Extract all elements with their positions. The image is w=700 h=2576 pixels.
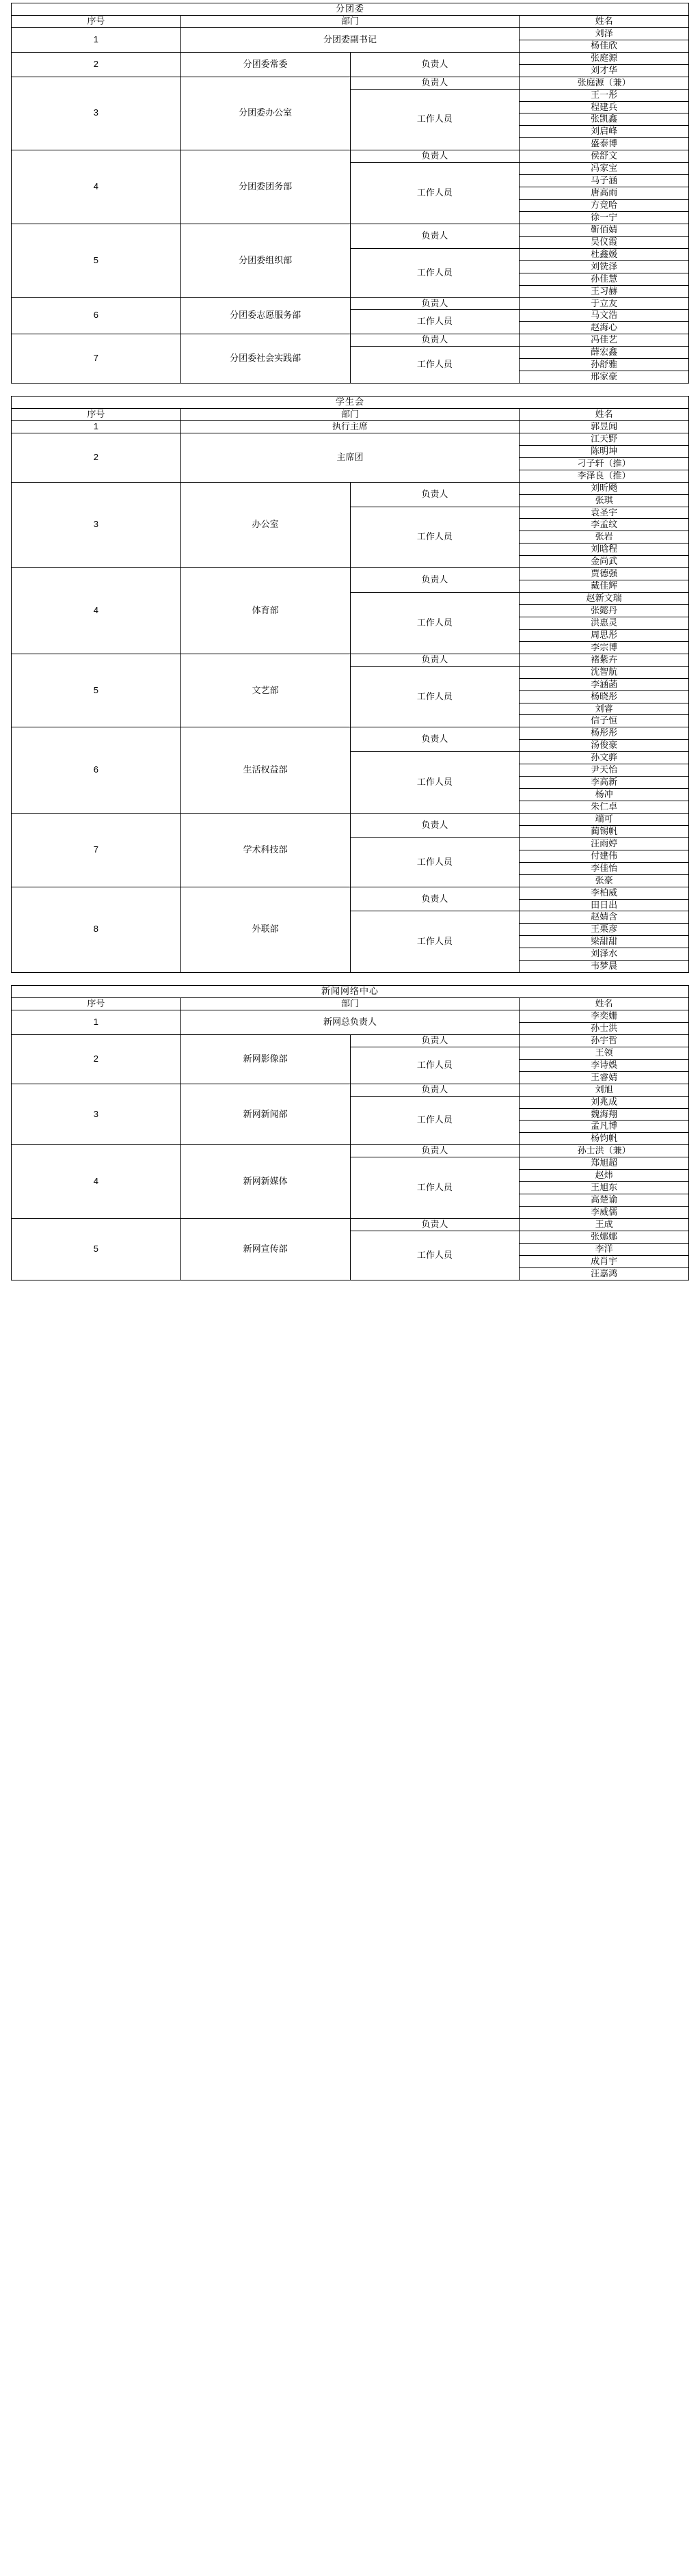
- roster-section: [0, 396, 700, 973]
- role-label: 负责人: [350, 77, 520, 89]
- person-name: 杨冲: [520, 789, 689, 801]
- person-name: 赵炜: [520, 1170, 689, 1182]
- person-name: 张豪: [520, 874, 689, 887]
- role-label: 工作人员: [350, 837, 520, 887]
- section-title: 新闻网络中心: [12, 986, 689, 998]
- role-label: 工作人员: [350, 593, 520, 654]
- role-label: 工作人员: [350, 347, 520, 384]
- person-name: 魏海翔: [520, 1108, 689, 1121]
- person-name: 王成: [520, 1218, 689, 1231]
- role-label: 负责人: [350, 1034, 520, 1047]
- table-row: [12, 77, 689, 89]
- department-name: 主席团: [180, 433, 520, 482]
- section-title: 学生会: [12, 397, 689, 409]
- person-name: 赵新文瑞: [520, 593, 689, 605]
- role-label: 负责人: [350, 224, 520, 248]
- person-name: 吴仪霞: [520, 236, 689, 248]
- role-label: 工作人员: [350, 666, 520, 727]
- section-title-row: [12, 3, 689, 16]
- person-name: 孙文骅: [520, 752, 689, 764]
- role-label: 负责人: [350, 52, 520, 77]
- table-row: [12, 727, 689, 740]
- role-label: 工作人员: [350, 507, 520, 568]
- role-label: 工作人员: [350, 911, 520, 973]
- row-number: 3: [12, 1084, 181, 1145]
- table-row: [12, 297, 689, 310]
- person-name: 侯舒文: [520, 150, 689, 163]
- row-number: 7: [12, 334, 181, 384]
- role-label: 负责人: [350, 1145, 520, 1157]
- department-name: 分团委常委: [180, 52, 350, 77]
- header-name: 姓名: [520, 15, 689, 27]
- person-name: 刘才华: [520, 64, 689, 77]
- person-name: 张娜娜: [520, 1231, 689, 1243]
- table-row: [12, 1084, 689, 1096]
- role-label: 负责人: [350, 727, 520, 752]
- table-row: [12, 420, 689, 433]
- role-label: 负责人: [350, 813, 520, 837]
- department-name: 生活权益部: [180, 727, 350, 814]
- person-name: 李洋: [520, 1243, 689, 1255]
- person-name: 蔺锡帆: [520, 825, 689, 837]
- department-name: 分团委团务部: [180, 150, 350, 224]
- roster-table: [11, 396, 689, 973]
- role-label: 工作人员: [350, 89, 520, 150]
- row-number: 2: [12, 1034, 181, 1084]
- person-name: 沈智航: [520, 666, 689, 678]
- person-name: 朱仁卓: [520, 801, 689, 814]
- department-name: 新网影像部: [180, 1034, 350, 1084]
- person-name: 张琪: [520, 494, 689, 507]
- row-number: 5: [12, 654, 181, 727]
- row-number: 1: [12, 1010, 181, 1035]
- person-name: 赵婧含: [520, 911, 689, 924]
- person-name: 杨晓彤: [520, 690, 689, 703]
- table-row: [12, 654, 689, 666]
- row-number: 4: [12, 150, 181, 224]
- person-name: 洪惠灵: [520, 617, 689, 629]
- table-row: [12, 887, 689, 899]
- person-name: 信子恒: [520, 715, 689, 727]
- department-name: 分团委办公室: [180, 77, 350, 150]
- person-name: 王习赫: [520, 285, 689, 297]
- department-name: 外联部: [180, 887, 350, 973]
- person-name: 李宗博: [520, 641, 689, 654]
- person-name: 李柏威: [520, 887, 689, 899]
- person-name: 孙舒雅: [520, 359, 689, 371]
- role-label: 工作人员: [350, 1047, 520, 1084]
- person-name: 江天野: [520, 433, 689, 445]
- role-label: 负责人: [350, 887, 520, 911]
- role-label: 负责人: [350, 1218, 520, 1231]
- row-number: 1: [12, 27, 181, 52]
- table-header-row: [12, 15, 689, 27]
- person-name: 王栗彦: [520, 924, 689, 936]
- role-label: 工作人员: [350, 310, 520, 334]
- table-row: [12, 52, 689, 64]
- person-name: 孙宇哲: [520, 1034, 689, 1047]
- person-name: 冯家宝: [520, 163, 689, 175]
- roster-table: [11, 3, 689, 384]
- sections-container: [0, 3, 700, 1280]
- department-name: 新网新媒体: [180, 1145, 350, 1219]
- roster-table: [11, 985, 689, 1280]
- person-name: 高楚谕: [520, 1194, 689, 1207]
- person-name: 王睿婧: [520, 1071, 689, 1084]
- person-name: 尹天怡: [520, 764, 689, 777]
- person-name: 郑旭超: [520, 1157, 689, 1170]
- table-row: [12, 482, 689, 494]
- person-name: 周思彤: [520, 629, 689, 641]
- person-name: 王旭东: [520, 1182, 689, 1194]
- person-name: 杜鑫媛: [520, 248, 689, 260]
- person-name: 张岩: [520, 531, 689, 544]
- section-title-row: [12, 986, 689, 998]
- person-name: 刘昕飏: [520, 482, 689, 494]
- person-name: 汪雨婷: [520, 837, 689, 850]
- header-name: 姓名: [520, 998, 689, 1010]
- person-name: 盛泰博: [520, 138, 689, 150]
- table-header-row: [12, 998, 689, 1010]
- person-name: 程建兵: [520, 101, 689, 113]
- row-number: 6: [12, 297, 181, 334]
- person-name: 梁甜甜: [520, 936, 689, 948]
- person-name: 付建伟: [520, 850, 689, 862]
- row-number: 4: [12, 568, 181, 654]
- table-row: [12, 150, 689, 163]
- person-name: 杨佳欣: [520, 40, 689, 52]
- department-name: 分团委社会实践部: [180, 334, 350, 384]
- person-name: 端可: [520, 813, 689, 825]
- table-header-row: [12, 409, 689, 421]
- role-label: 工作人员: [350, 1096, 520, 1145]
- department-name: 执行主席: [180, 420, 520, 433]
- person-name: 张庭源: [520, 52, 689, 64]
- role-label: 工作人员: [350, 1231, 520, 1280]
- person-name: 刘泽: [520, 27, 689, 40]
- person-name: 杨钧帆: [520, 1133, 689, 1145]
- person-name: 李孟纹: [520, 519, 689, 531]
- person-name: 刘兆成: [520, 1096, 689, 1108]
- roster-page: [0, 0, 700, 1280]
- person-name: 李泽良（推）: [520, 470, 689, 482]
- person-name: 王领: [520, 1047, 689, 1059]
- department-name: 分团委志愿服务部: [180, 297, 350, 334]
- row-number: 2: [12, 433, 181, 482]
- department-name: 办公室: [180, 482, 350, 568]
- header-no: 序号: [12, 409, 181, 421]
- table-row: [12, 568, 689, 580]
- table-row: [12, 1010, 689, 1023]
- department-name: 新网新闻部: [180, 1084, 350, 1145]
- table-row: [12, 1145, 689, 1157]
- person-name: 汤俊豪: [520, 740, 689, 752]
- person-name: 杨彤彤: [520, 727, 689, 740]
- person-name: 刁子轩（推）: [520, 457, 689, 470]
- department-name: 新网宣传部: [180, 1218, 350, 1280]
- row-number: 4: [12, 1145, 181, 1219]
- person-name: 刘旭: [520, 1084, 689, 1096]
- person-name: 戴佳辉: [520, 580, 689, 593]
- person-name: 张庭源（兼）: [520, 77, 689, 89]
- role-label: 负责人: [350, 1084, 520, 1096]
- person-name: 李高新: [520, 777, 689, 789]
- person-name: 邢家豪: [520, 371, 689, 384]
- row-number: 7: [12, 813, 181, 887]
- person-name: 徐一宁: [520, 211, 689, 224]
- role-label: 负责人: [350, 482, 520, 507]
- person-name: 田日出: [520, 899, 689, 911]
- role-label: 负责人: [350, 568, 520, 593]
- role-label: 负责人: [350, 297, 520, 310]
- role-label: 负责人: [350, 654, 520, 666]
- header-name: 姓名: [520, 409, 689, 421]
- person-name: 张懿丹: [520, 605, 689, 617]
- person-name: 刘启峰: [520, 126, 689, 138]
- row-number: 2: [12, 52, 181, 77]
- person-name: 孟凡博: [520, 1121, 689, 1133]
- section-title: 分团委: [12, 3, 689, 16]
- row-number: 8: [12, 887, 181, 973]
- person-name: 于立友: [520, 297, 689, 310]
- person-name: 汪嘉鸿: [520, 1267, 689, 1280]
- row-number: 1: [12, 420, 181, 433]
- role-label: 工作人员: [350, 248, 520, 297]
- roster-section: [0, 3, 700, 384]
- role-label: 工作人员: [350, 163, 520, 224]
- table-row: [12, 1218, 689, 1231]
- row-number: 3: [12, 482, 181, 568]
- person-name: 王一彤: [520, 89, 689, 101]
- person-name: 刘晗程: [520, 544, 689, 556]
- header-dept: 部门: [180, 998, 520, 1010]
- department-name: 体育部: [180, 568, 350, 654]
- person-name: 李奕姗: [520, 1010, 689, 1023]
- person-name: 刘泽水: [520, 948, 689, 961]
- person-name: 马文浩: [520, 310, 689, 322]
- person-name: 贾德强: [520, 568, 689, 580]
- table-row: [12, 433, 689, 445]
- person-name: 刘睿: [520, 703, 689, 715]
- department-name: 文艺部: [180, 654, 350, 727]
- header-dept: 部门: [180, 409, 520, 421]
- table-row: [12, 27, 689, 40]
- table-row: [12, 813, 689, 825]
- person-name: 李佳怡: [520, 862, 689, 874]
- person-name: 刘铣泽: [520, 260, 689, 273]
- person-name: 冯佳艺: [520, 334, 689, 347]
- header-no: 序号: [12, 998, 181, 1010]
- person-name: 陈明坤: [520, 445, 689, 457]
- person-name: 韦梦晨: [520, 961, 689, 973]
- person-name: 孙佳慧: [520, 273, 689, 285]
- department-name: 学术科技部: [180, 813, 350, 887]
- person-name: 张凯鑫: [520, 113, 689, 126]
- person-name: 成肖宇: [520, 1255, 689, 1267]
- department-name: 分团委组织部: [180, 224, 350, 297]
- person-name: 郭昱闻: [520, 420, 689, 433]
- person-name: 李涵菡: [520, 678, 689, 690]
- department-name: 新网总负责人: [180, 1010, 520, 1035]
- person-name: 金尚武: [520, 556, 689, 568]
- person-name: 袁圣宇: [520, 507, 689, 519]
- person-name: 李诗娛: [520, 1059, 689, 1071]
- roster-section: [0, 985, 700, 1280]
- role-label: 负责人: [350, 150, 520, 163]
- role-label: 工作人员: [350, 752, 520, 814]
- row-number: 3: [12, 77, 181, 150]
- row-number: 6: [12, 727, 181, 814]
- person-name: 褚紫卉: [520, 654, 689, 666]
- person-name: 唐高雨: [520, 187, 689, 200]
- person-name: 赵海心: [520, 322, 689, 334]
- section-title-row: [12, 397, 689, 409]
- row-number: 5: [12, 1218, 181, 1280]
- person-name: 薛宏鑫: [520, 347, 689, 359]
- person-name: 孙士洪: [520, 1022, 689, 1034]
- person-name: 孙士洪（兼）: [520, 1145, 689, 1157]
- department-name: 分团委副书记: [180, 27, 520, 52]
- row-number: 5: [12, 224, 181, 297]
- person-name: 李威儒: [520, 1207, 689, 1219]
- header-no: 序号: [12, 15, 181, 27]
- table-row: [12, 1034, 689, 1047]
- table-row: [12, 224, 689, 236]
- person-name: 方竞哈: [520, 200, 689, 212]
- person-name: 靳佰婧: [520, 224, 689, 236]
- role-label: 负责人: [350, 334, 520, 347]
- role-label: 工作人员: [350, 1157, 520, 1219]
- person-name: 马子涵: [520, 175, 689, 187]
- header-dept: 部门: [180, 15, 520, 27]
- table-row: [12, 334, 689, 347]
